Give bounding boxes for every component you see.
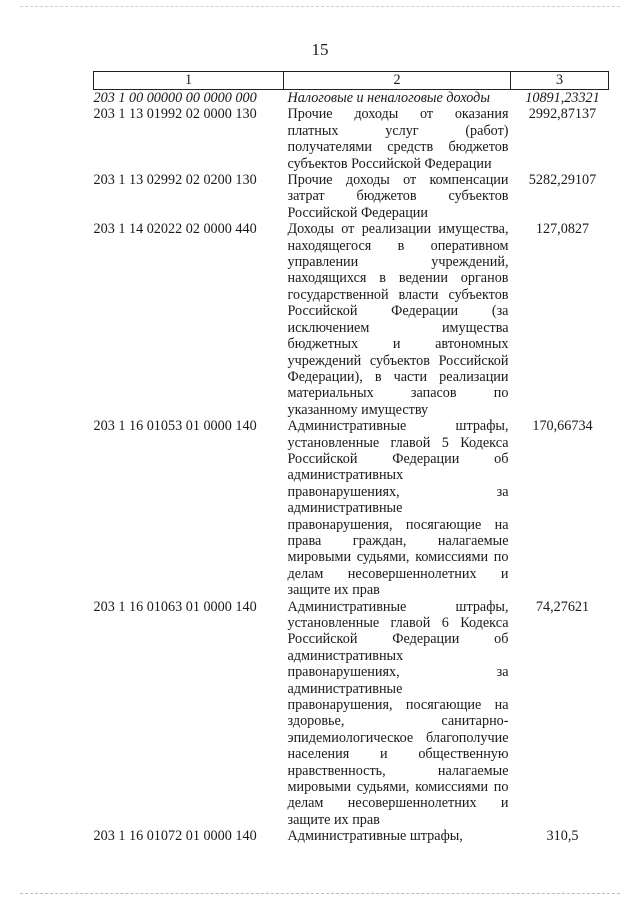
table-header-row [94,72,609,90]
column-header-code: 1 [94,72,284,90]
income-code: 203 1 13 01992 02 0000 130 [93,106,257,123]
income-sum: 5282,29107 [528,172,597,189]
income-sum: 127,0827 [535,221,590,238]
income-code: 203 1 16 01072 01 0000 140 [93,828,257,845]
table-row [94,172,609,221]
income-sum: 74,27621 [535,598,590,615]
table-row [94,828,609,844]
income-name: Прочие доходы от оказания платных услуг (работ) получателями средств бюджетов субъектов Российской Федерации [287,106,509,172]
table-row [94,221,609,418]
column-header-name: 2 [284,72,511,90]
income-name: Административные штрафы, установленные главой 5 Кодекса Российской Федерации об административных правонарушениях, за административные правонарушения, посягающие на права граждан, налагаемые мировыми судьями, комиссиями по делам несовершеннолетних и защите их прав [287,418,509,599]
table-row [94,90,609,107]
scan-bottom-edge [20,893,620,894]
column-header-sum: 3 [511,72,609,90]
income-name: Административные штрафы, [287,828,463,845]
income-sum: 10891,23321 [525,90,600,106]
budget-income-table [93,71,609,845]
income-name: Налоговые и неналоговые доходы [287,90,490,106]
table-row [94,418,609,598]
page-number: 15 [311,40,329,59]
income-name: Доходы от реализации имущества, находящегося в оперативном управлении учреждений, находящихся в ведении органов государственной власти субъектов Российской Федерации (за исключением имущества бюджетных и автономных учреждений субъектов Российской Федерации), в части реализации материальных запасов по указанному имуществу [287,221,509,418]
income-sum: 2992,87137 [528,106,597,123]
income-name: Прочие доходы от компенсации затрат бюджетов субъектов Российской Федерации [287,172,509,221]
income-code: 203 1 16 01053 01 0000 140 [93,418,257,435]
income-code: 203 1 00 00000 00 0000 000 [93,90,257,106]
income-code: 203 1 16 01063 01 0000 140 [93,598,257,615]
income-sum: 170,66734 [532,418,593,435]
table-row [94,599,609,829]
table-row [94,106,609,172]
income-sum: 310,5 [546,828,579,845]
income-code: 203 1 14 02022 02 0000 440 [93,221,257,238]
income-name: Административные штрафы, установленные главой 6 Кодекса Российской Федерации об административных правонарушениях, за административные правонарушения, посягающие на здоровье, санитарно-эпидемиологическое благополучие населения и общественную нравственность, налагаемые мировыми судьями, комиссиями по делам несовершеннолетних и защите их прав [287,598,509,828]
scan-top-edge [20,6,620,7]
income-code: 203 1 13 02992 02 0200 130 [93,172,257,189]
